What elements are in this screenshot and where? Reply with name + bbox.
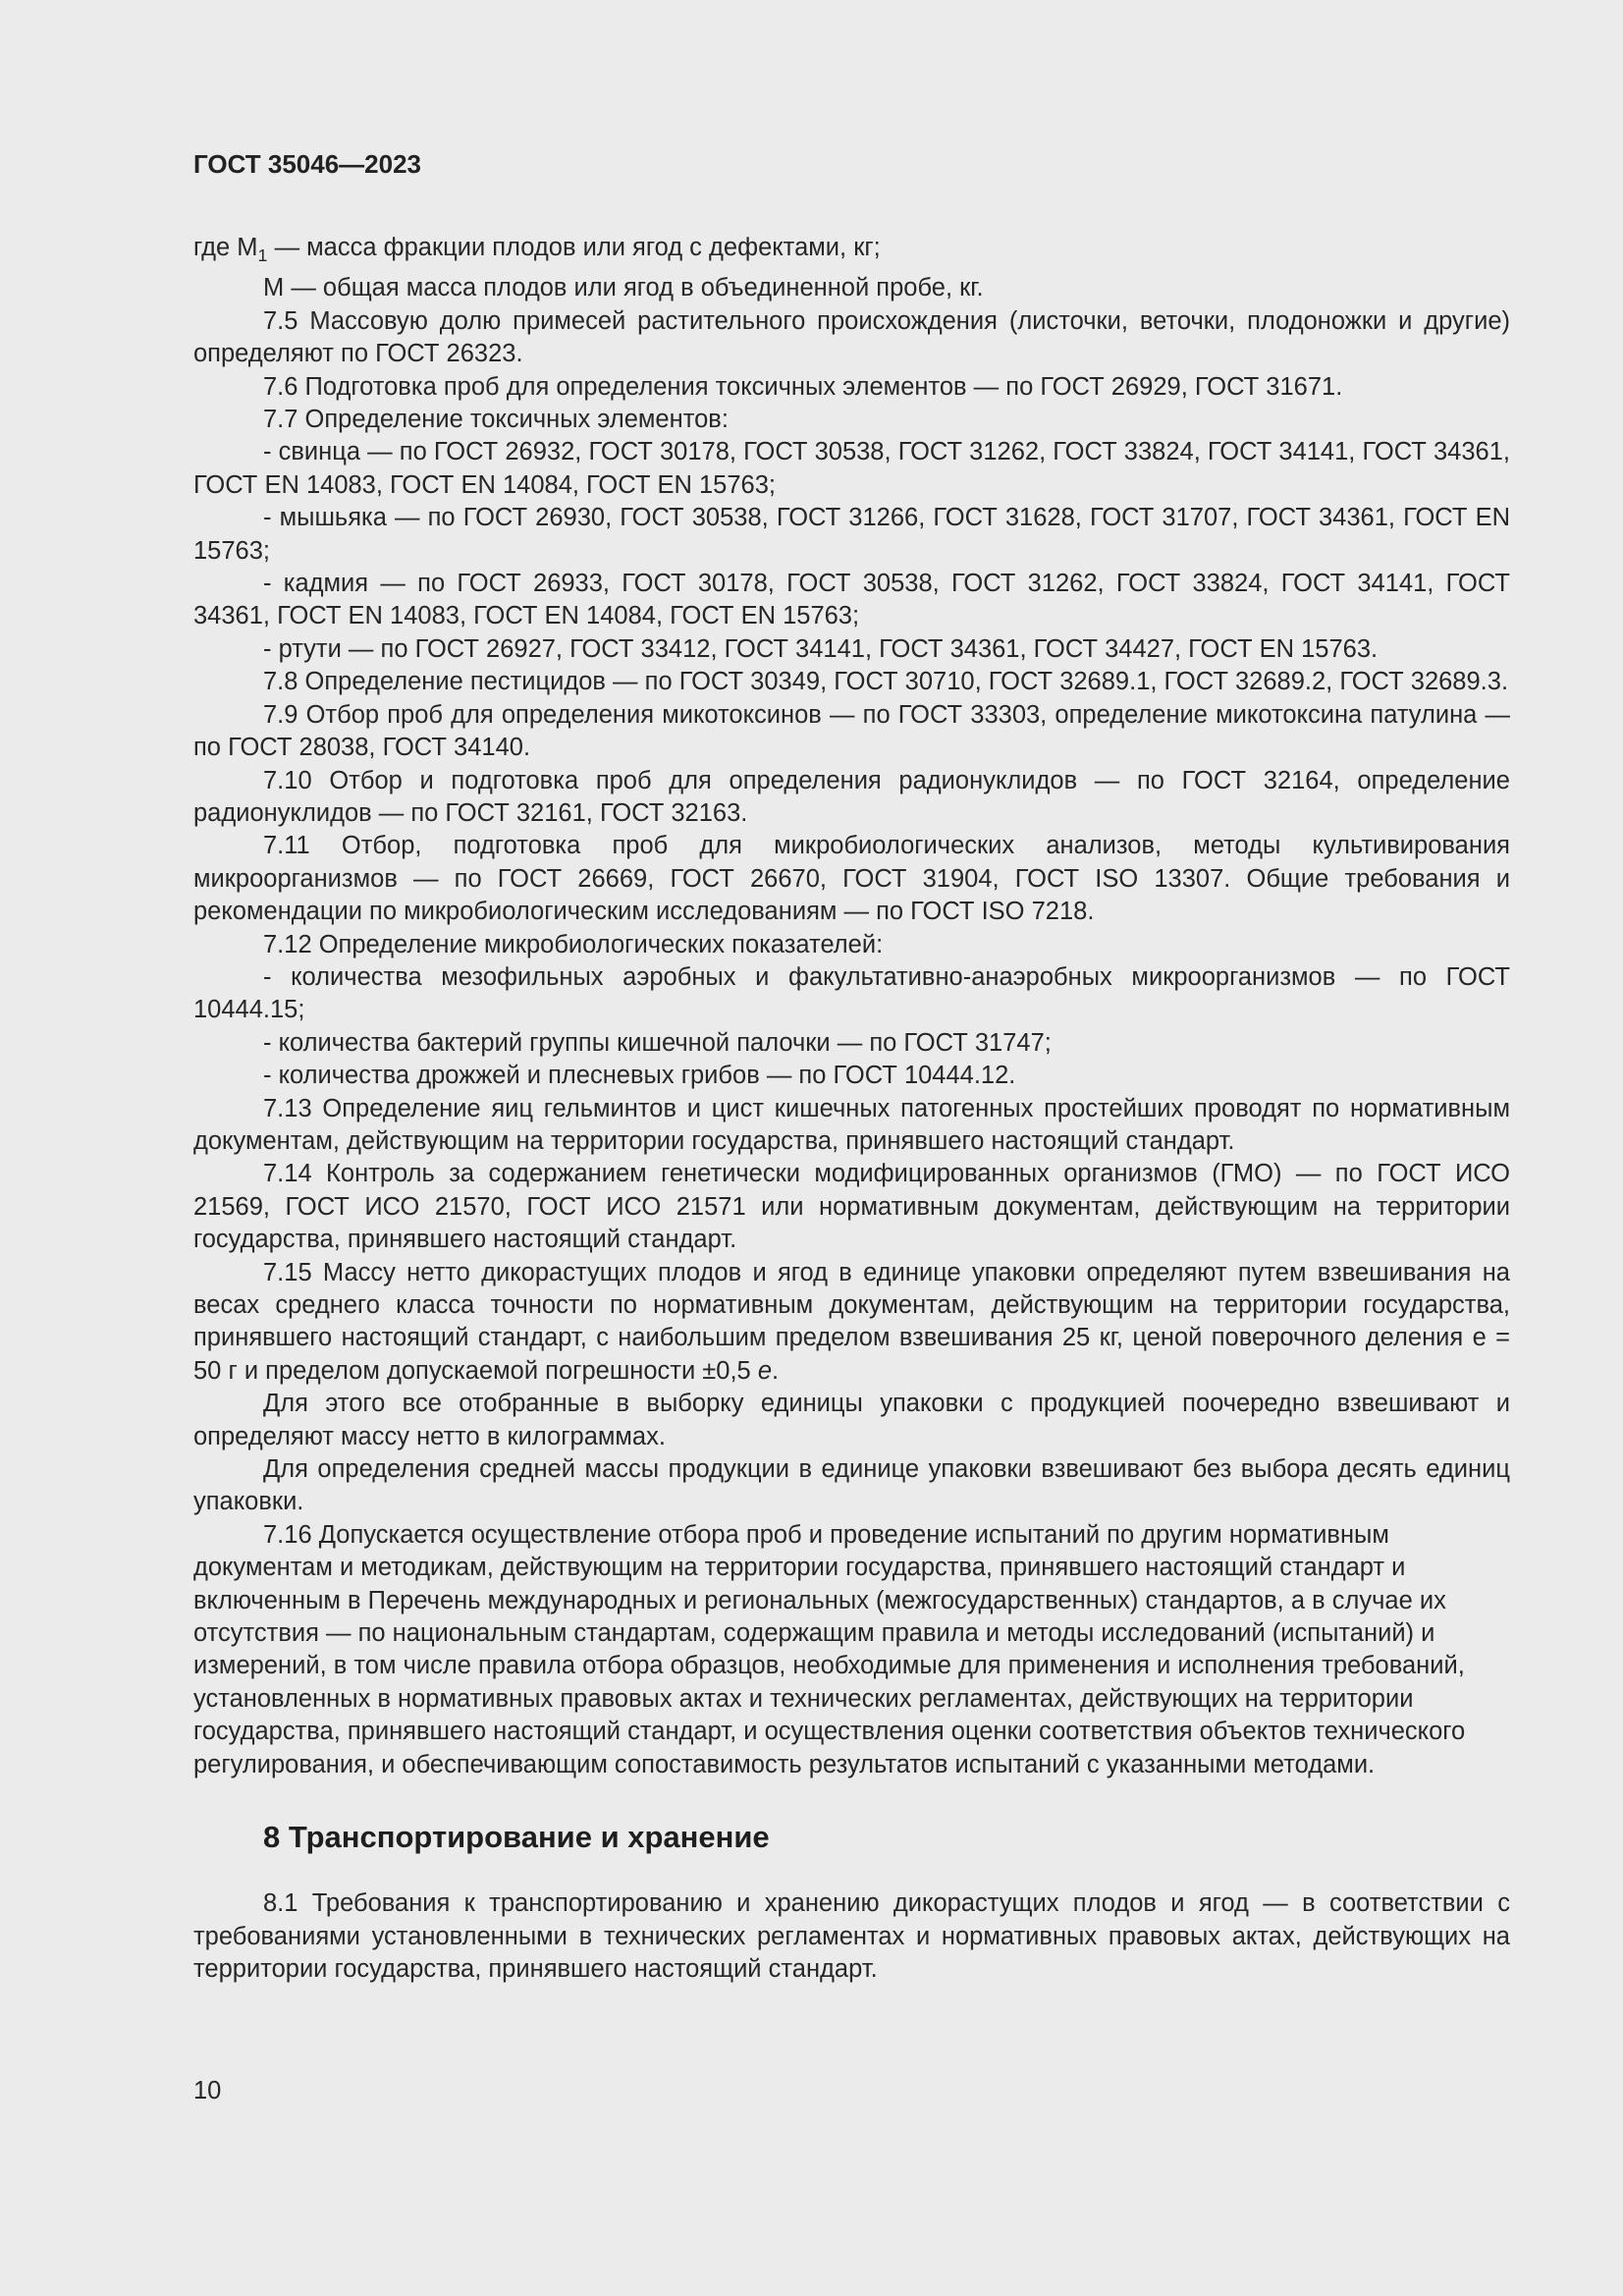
list-item-mercury: - ртути — по ГОСТ 26927, ГОСТ 33412, ГОСТ 34141, ГОСТ 34361, ГОСТ 34427, ГОСТ EN 15763. xyxy=(263,634,1379,663)
page-number: 10 xyxy=(193,2077,222,2105)
paragraph-7-13: 7.13 Определение яиц гельминтов и цист кишечных патогенных простейших проводят по нормативным документам, действующим на территории государства, принявшего настоящий стандарт. xyxy=(193,1094,1510,1155)
list-item-cadmium: - кадмия — по ГОСТ 26933, ГОСТ 30178, ГОСТ 30538, ГОСТ 31262, ГОСТ 33824, ГОСТ 34141, ГОСТ 34361, ГОСТ EN 14083, ГОСТ EN 14084, ГОСТ EN 15763; xyxy=(193,570,1510,630)
formula-m1-text: — масса фракции плодов или ягод с дефектами, кг; xyxy=(267,234,881,261)
paragraph-7-15-3: Для определения средней массы продукции в единице упаковки взвешивают без выбора десять единиц упаковки. xyxy=(193,1455,1510,1516)
paragraph-7-10: 7.10 Отбор и подготовка проб для определения радионуклидов — по ГОСТ 32164, определение радионуклидов — по ГОСТ 32161, ГОСТ 32163. xyxy=(193,766,1510,827)
list-item-lead: - свинца — по ГОСТ 26932, ГОСТ 30178, ГОСТ 30538, ГОСТ 31262, ГОСТ 33824, ГОСТ 34141, ГОСТ 34361, ГОСТ EN 14083, ГОСТ EN 14084, ГОСТ EN 15763; xyxy=(193,438,1510,499)
formula-legend-m: M — общая масса плодов или ягод в объединенной пробе, кг. xyxy=(263,274,984,302)
paragraph-7-6: 7.6 Подготовка проб для определения токсичных элементов — по ГОСТ 26929, ГОСТ 31671. xyxy=(263,372,1343,401)
paragraph-7-15-e-symbol: e xyxy=(757,1356,773,1385)
document-page xyxy=(193,0,1510,2296)
paragraph-7-15-2: Для этого все отобранные в выборку единицы упаковки с продукцией поочередно взвешивают и определяют массу нетто в килограммах. xyxy=(193,1390,1510,1450)
paragraph-7-15-end: . xyxy=(772,1356,780,1385)
document-body xyxy=(193,232,1510,1986)
document-header: ГОСТ 35046—2023 xyxy=(193,149,421,179)
paragraph-7-16: 7.16 Допускается осуществление отбора проб и проведение испытаний по другим нормативным документам и методикам, действующим на территории государства, принявшего настоящий стандарт и включенным в Перечень международных и региональных (межгосударственных) стандартов, а в случае их отсутствия — по национальным стандартам, содержащим правила и методы исследований (испытаний) и измерений, в том числе правила отбора образцов, необходимые для применения и исполнения требований, установленных в нормативных правовых актах и технических регламентах, действующих на территории государства, принявшего настоящий стандарт, и осуществления оценки соответствия объектов технического регулирования, и обеспечивающим сопоставимость результатов испытаний с указанными методами. xyxy=(193,1520,1466,1778)
list-item-bgkp: - количества бактерий группы кишечной палочки — по ГОСТ 31747; xyxy=(263,1028,1052,1057)
paragraph-7-8: 7.8 Определение пестицидов — по ГОСТ 30349, ГОСТ 30710, ГОСТ 32689.1, ГОСТ 32689.2, ГОСТ 32689.3. xyxy=(263,668,1509,696)
section-8-heading: 8 Транспортирование и хранение xyxy=(263,1820,770,1855)
paragraph-7-7: 7.7 Определение токсичных элементов: xyxy=(263,406,729,434)
paragraph-8-1: 8.1 Требования к транспортированию и хранению дикорастущих плодов и ягод — в соответствии с требованиями установленными в технических регламентах и нормативных правовых актах, действующих на территории государства, принявшего настоящий стандарт. xyxy=(193,1889,1510,1983)
paragraph-7-9: 7.9 Отбор проб для определения микотоксинов — по ГОСТ 33303, определение микотоксина патулина — по ГОСТ 28038, ГОСТ 34140. xyxy=(193,700,1510,762)
paragraph-7-14: 7.14 Контроль за содержанием генетически модифицированных организмов (ГМО) — по ГОСТ ИСО 21569, ГОСТ ИСО 21570, ГОСТ ИСО 21571 или нормативным документам, действующим на территории государства, принявшего настоящий стандарт. xyxy=(193,1160,1510,1254)
list-item-yeast: - количества дрожжей и плесневых грибов — по ГОСТ 10444.12. xyxy=(263,1062,1016,1090)
formula-m1-subscript: 1 xyxy=(257,246,268,265)
paragraph-7-12: 7.12 Определение микробиологических показателей: xyxy=(263,930,884,958)
paragraph-7-5: 7.5 Массовую долю примесей растительного происхождения (листочки, веточки, плодоножки и другие) определяют по ГОСТ 26323. xyxy=(193,306,1510,368)
list-item-mafanm: - количества мезофильных аэробных и факультативно-анаэробных микроорганизмов — по ГОСТ 10444.15; xyxy=(193,962,1510,1024)
paragraph-7-15-text: 7.15 Массу нетто дикорастущих плодов и ягод в единице упаковки определяют путем взвешивания на весах среднего класса точности по нормативным документам, действующим на территории государства, принявшего настоящий стандарт, с наибольшим пределом взвешивания 25 кг, ценой поверочного деления e = 50 г и пределом допускаемой погрешности ±0,5 xyxy=(193,1258,1510,1385)
paragraph-7-15 xyxy=(193,1257,1510,1389)
formula-legend-m1 xyxy=(193,232,1510,264)
list-item-arsenic: - мышьяка — по ГОСТ 26930, ГОСТ 30538, ГОСТ 31266, ГОСТ 31628, ГОСТ 31707, ГОСТ 34361, ГОСТ EN 15763; xyxy=(193,504,1510,565)
formula-m1-prefix: где M xyxy=(193,234,258,261)
paragraph-7-11: 7.11 Отбор, подготовка проб для микробиологических анализов, методы культивирования микроорганизмов — по ГОСТ 26669, ГОСТ 26670, ГОСТ 31904, ГОСТ ISO 13307. Общие требования и рекомендации по микробиологическим исследованиям — по ГОСТ ISO 7218. xyxy=(193,832,1510,926)
